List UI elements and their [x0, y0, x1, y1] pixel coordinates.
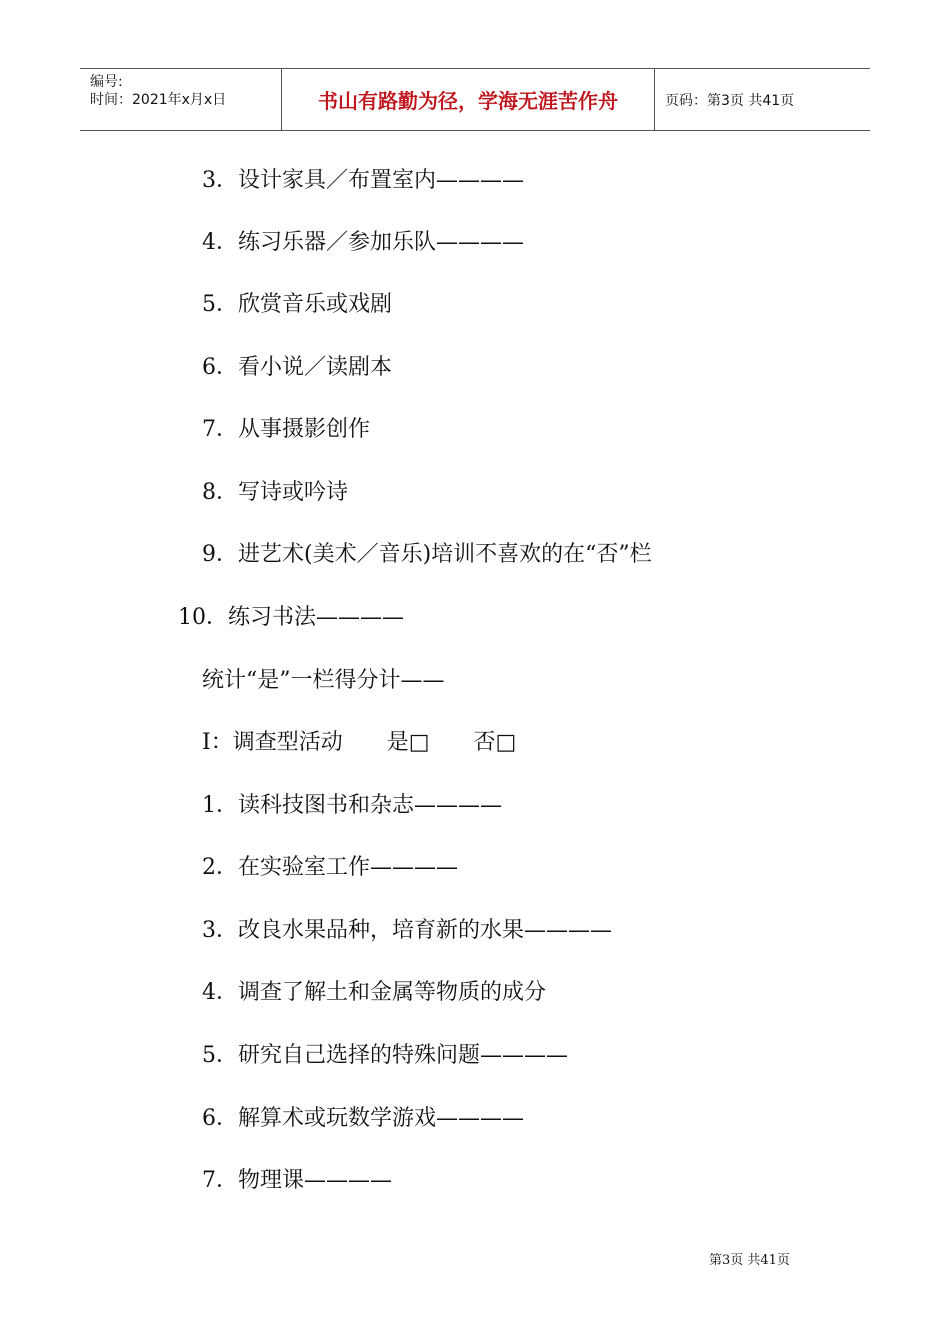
header-motto-cell [282, 69, 655, 130]
header-page-code: 页码：第3页 共41页 [665, 93, 795, 109]
text-line: 10．练习书法———— [178, 605, 404, 630]
header-info-cell [80, 69, 282, 130]
text-line: 4．练习乐器／参加乐队———— [202, 230, 524, 255]
text-line: 7．从事摄影创作 [202, 417, 370, 442]
text-line: 9．进艺术(美术／音乐)培训不喜欢的在“否”栏 [202, 542, 652, 567]
text-line: 6．看小说／读剧本 [202, 355, 392, 380]
page-header [80, 68, 870, 131]
text-line: 统计“是”一栏得分计—— [202, 668, 445, 693]
text-line: 2．在实验室工作———— [202, 855, 458, 880]
text-line: 8．写诗或吟诗 [202, 480, 348, 505]
number-label: 编号: [90, 74, 123, 90]
text-line: 3．改良水果品种，培育新的水果———— [202, 918, 612, 943]
text-line: 4．调查了解土和金属等物质的成分 [202, 980, 546, 1005]
text-line: 1．读科技图书和杂志———— [202, 793, 502, 818]
header-page-cell [655, 69, 870, 130]
text-line: 6．解算术或玩数学游戏———— [202, 1106, 524, 1131]
page-footer: 第3页 共41页 [709, 1253, 790, 1268]
text-line: I：调查型活动 是□ 否□ [202, 730, 517, 755]
text-line: 5．欣赏音乐或戏剧 [202, 292, 392, 317]
header-motto: 书山有路勤为径，学海无涯苦作舟 [318, 89, 618, 113]
text-line: 5．研究自己选择的特殊问题———— [202, 1043, 568, 1068]
time-label: 时间：2021年x月x日 [90, 92, 227, 108]
text-line: 3．设计家具／布置室内———— [202, 168, 524, 193]
text-line: 7．物理课———— [202, 1168, 392, 1193]
